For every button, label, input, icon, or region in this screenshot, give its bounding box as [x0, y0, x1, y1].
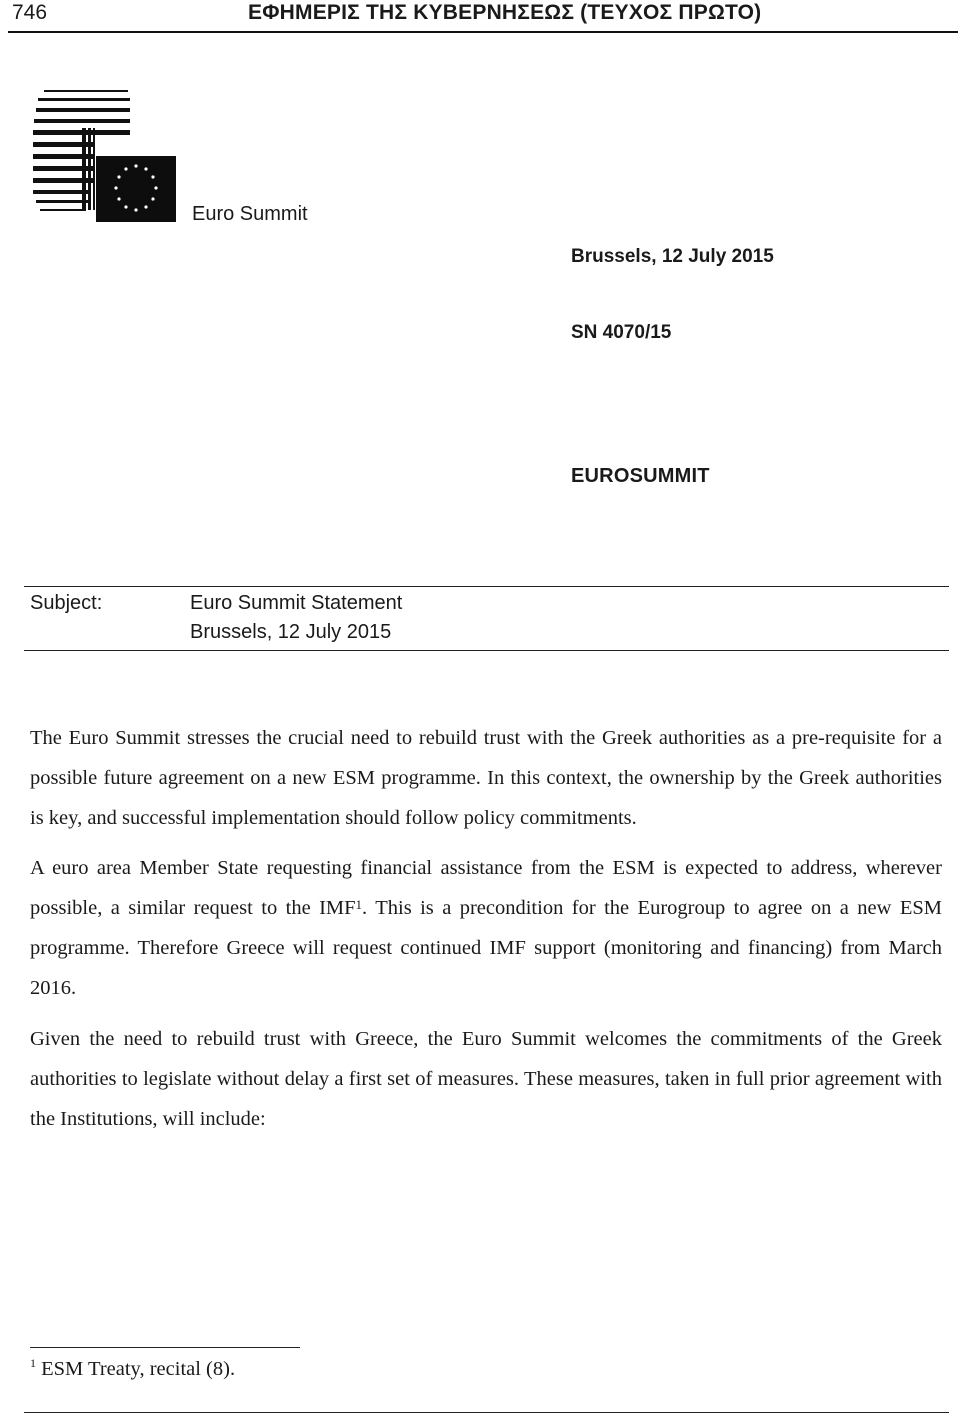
- distribution-code: EUROSUMMIT: [571, 465, 710, 487]
- footnote-marker: 1: [30, 1356, 36, 1370]
- subject-rule-top: [24, 586, 949, 587]
- footnote-reference: 1: [355, 897, 363, 912]
- document-date: Brussels, 12 July 2015: [571, 246, 774, 267]
- subject-date: Brussels, 12 July 2015: [190, 621, 392, 643]
- footnote: [30, 1358, 235, 1381]
- subject-label: Subject:: [30, 592, 103, 614]
- subject-title: Euro Summit Statement: [190, 592, 403, 614]
- paragraph-imf-text-before: A euro area Member State requesting financial assistance from the ESM is expected to address, wherever possible, a similar request to the IMF: [30, 857, 942, 919]
- footnote-separator: [30, 1347, 300, 1348]
- paragraph-imf-request: [30, 848, 942, 1008]
- document-reference: SN 4070/15: [571, 322, 672, 343]
- page-bottom-rule: [24, 1412, 949, 1413]
- paragraph-commitments: Given the need to rebuild trust with Greece, the Euro Summit welcomes the commitments of the Greek authorities to legislate without delay a first set of measures. These measures, taken in full prior agreement with the Institutions, will include:: [30, 1028, 942, 1130]
- gazette-title: ΕΦΗΜΕΡΙΣ ΤΗΣ ΚΥΒΕΡΝΗΣΕΩΣ (ΤΕΥΧΟΣ ΠΡΩΤΟ): [248, 1, 762, 24]
- page-number: 746: [12, 1, 48, 24]
- eu-flag-council-logo-icon: [30, 88, 178, 224]
- footnote-text: ESM Treaty, recital (8).: [41, 1358, 236, 1380]
- paragraph-trust: The Euro Summit stresses the crucial need to rebuild trust with the Greek authorities as a pre-requisite for a possible future agreement on a new ESM programme. In this context, the ownership by the Greek authorities is key, and successful implementation should follow policy commitments.: [30, 727, 942, 829]
- paragraph-imf-text-after: . This is a precondition for the Eurogroup to agree on a new ESM programme. Therefore Greece will request continued IMF support (monitoring and financing) from March 2016.: [30, 897, 942, 999]
- header-divider: [8, 31, 958, 33]
- brand-name: Euro Summit: [192, 203, 308, 225]
- subject-rule-bottom: [24, 650, 949, 651]
